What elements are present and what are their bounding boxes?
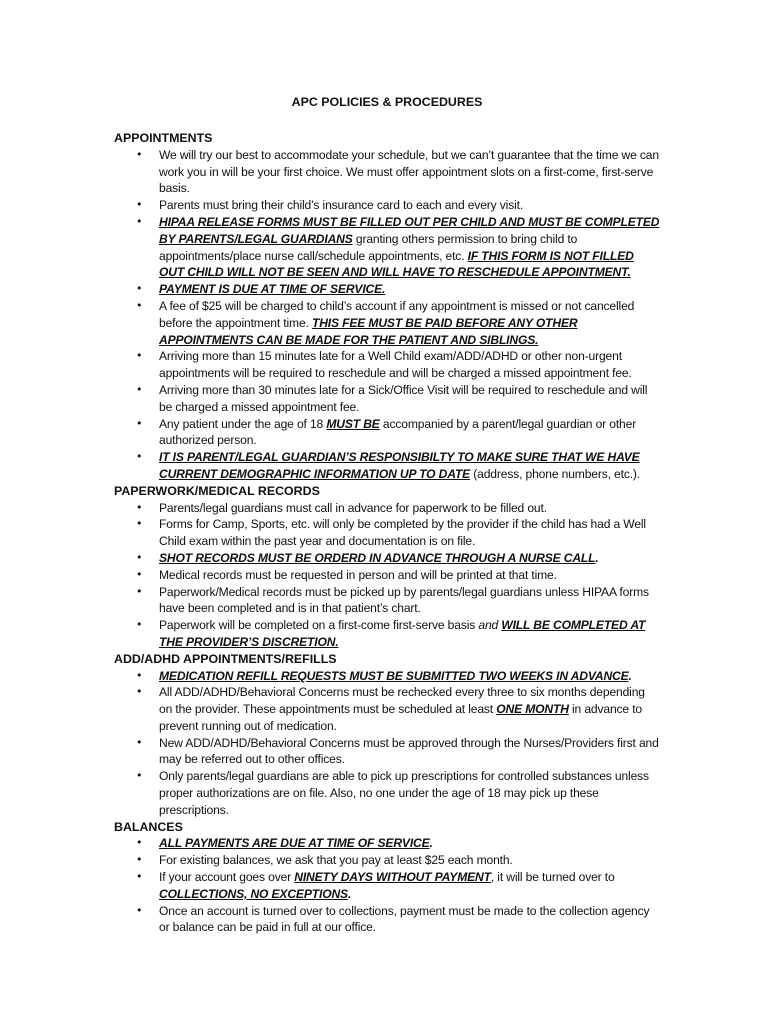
list-item bbox=[114, 668, 660, 685]
body-text: Any patient under the age of 18 bbox=[159, 416, 327, 431]
list-item bbox=[114, 903, 660, 937]
body-text: accompanied by a parent/legal guardian or other authorized person. bbox=[159, 416, 637, 448]
body-text: Parents must bring their child’s insurance card to each and every visit. bbox=[159, 198, 524, 213]
list-item bbox=[114, 550, 660, 567]
body-text: Arriving more than 30 minutes late for a Sick/Office Visit will be required to reschedule and will be charged a missed appointment fee. bbox=[159, 382, 648, 414]
body-text: . bbox=[347, 886, 352, 901]
list-item bbox=[114, 416, 660, 450]
section-appointments bbox=[114, 130, 660, 483]
emphasized-text: IT IS PARENT/LEGAL GUARDIAN’S RESPONSIBILTY TO MAKE SURE THAT WE HAVE CURRENT DEMOGRAPHIC INFORMATION UP TO DATE bbox=[159, 450, 640, 481]
bullet-list bbox=[114, 668, 660, 819]
list-item bbox=[114, 567, 660, 584]
emphasized-text: NINETY DAYS WITHOUT PAYMENT bbox=[294, 870, 491, 885]
section-balances bbox=[114, 819, 660, 937]
emphasized-text: WILL BE COMPLETED AT THE PROVIDER’S DISCRETION. bbox=[159, 618, 646, 649]
emphasized-text: ONE MONTH bbox=[496, 702, 569, 717]
list-item bbox=[114, 348, 660, 382]
emphasized-text: HIPAA RELEASE FORMS MUST BE FILLED OUT PER CHILD AND MUST BE COMPLETED BY PARENTS/LEGAL GUARDIANS bbox=[159, 214, 660, 246]
policy-sections bbox=[114, 130, 660, 936]
list-item bbox=[114, 516, 660, 550]
body-text: . bbox=[595, 550, 599, 565]
body-text: (address, phone numbers, etc.). bbox=[470, 466, 641, 481]
list-item bbox=[114, 735, 660, 769]
body-text: A fee of $25 will be charged to child’s account if any appointment is missed or not cancelled before the appointment time. bbox=[159, 298, 635, 330]
emphasized-text: IF THIS FORM IS NOT FILLED OUT CHILD WILL NOT BE SEEN AND WILL HAVE TO RESCHEDULE APPOINTMENT. bbox=[159, 248, 634, 280]
list-item bbox=[114, 584, 660, 618]
list-item bbox=[114, 298, 660, 348]
emphasized-text: PAYMENT IS DUE AT TIME OF SERVICE. bbox=[159, 282, 386, 297]
section-heading: ADD/ADHD APPOINTMENTS/REFILLS bbox=[114, 651, 337, 666]
body-text: All ADD/ADHD/Behavioral Concerns must be rechecked every three to six months depending on the provider. These appointments must be scheduled at least bbox=[159, 685, 645, 717]
emphasized-text: MEDICATION REFILL REQUESTS MUST BE SUBMITTED TWO WEEKS IN ADVANCE bbox=[159, 668, 629, 683]
section-heading: PAPERWORK/MEDICAL RECORDS bbox=[114, 483, 320, 498]
list-item bbox=[114, 869, 660, 903]
body-text: Arriving more than 15 minutes late for a Well Child exam/ADD/ADHD or other non-urgent appointments will be required to reschedule and will be charged a missed appointment fee. bbox=[159, 349, 632, 381]
body-text: If your account goes over bbox=[159, 870, 295, 885]
list-item bbox=[114, 500, 660, 517]
document-title: APC POLICIES & PROCEDURES bbox=[291, 95, 483, 109]
body-text: in advance to prevent running out of medication. bbox=[159, 702, 642, 733]
list-item bbox=[114, 684, 660, 734]
body-text: We will try our best to accommodate your schedule, but we can’t guarantee that the time we can work you in will be your first choice. We must offer appointment slots on a first-come, first-serve basis. bbox=[159, 147, 659, 196]
body-text: . bbox=[429, 836, 433, 851]
list-item bbox=[114, 147, 660, 197]
body-text: Paperwork will be completed on a first-come first-serve basis bbox=[159, 618, 479, 633]
emphasized-text: ALL PAYMENTS ARE DUE AT TIME OF SERVICE bbox=[159, 836, 430, 851]
list-item bbox=[114, 617, 660, 651]
body-text: Forms for Camp, Sports, etc. will only be completed by the provider if the child has had a Well Child exam within the past year and documentation is on file. bbox=[159, 517, 646, 549]
list-item bbox=[114, 768, 660, 818]
body-text: For existing balances, we ask that you pay at least $25 each month. bbox=[159, 853, 513, 868]
section-heading: APPOINTMENTS bbox=[114, 131, 213, 145]
list-item bbox=[114, 214, 660, 281]
list-item bbox=[114, 449, 660, 483]
list-item bbox=[114, 835, 660, 852]
body-text: granting others permission to bring child to appointments/place nurse call/schedule appointments, etc. bbox=[159, 231, 578, 263]
body-text: Only parents/legal guardians are able to pick up prescriptions for controlled substances unless proper authorizations are on file. Also, no one under the age of 18 may pick up these prescriptions. bbox=[159, 769, 649, 817]
list-item bbox=[114, 382, 660, 416]
bullet-list bbox=[114, 500, 660, 651]
list-item bbox=[114, 852, 660, 869]
bullet-list bbox=[114, 835, 660, 936]
list-item bbox=[114, 197, 660, 214]
emphasized-text: MUST BE bbox=[326, 416, 380, 431]
body-text: Paperwork/Medical records must be picked up by parents/legal guardians unless HIPAA forms have been completed and is in that patient’s chart. bbox=[159, 584, 649, 616]
body-text: , it will be turned over to bbox=[490, 870, 615, 885]
body-text: New ADD/ADHD/Behavioral Concerns must be approved through the Nurses/Providers first and may be referred out to other offices. bbox=[159, 735, 659, 767]
body-text: and bbox=[478, 618, 499, 633]
section-add-adhd-appointments-refills bbox=[114, 651, 660, 819]
emphasized-text: COLLECTIONS, NO EXCEPTIONS bbox=[159, 886, 348, 901]
emphasized-text: SHOT RECORDS MUST BE ORDERD IN ADVANCE THROUGH A NURSE CALL bbox=[159, 550, 596, 565]
body-text: Once an account is turned over to collections, payment must be made to the collection agency or balance can be paid in full at our office. bbox=[159, 903, 650, 935]
list-item bbox=[114, 281, 660, 298]
section-heading: BALANCES bbox=[114, 819, 183, 834]
bullet-list bbox=[114, 147, 660, 483]
emphasized-text: THIS FEE MUST BE PAID BEFORE ANY OTHER APPOINTMENTS CAN BE MADE FOR THE PATIENT AND SIBLINGS. bbox=[159, 315, 578, 347]
section-paperwork-medical-records bbox=[114, 483, 660, 651]
body-text: . bbox=[628, 668, 632, 683]
body-text: Medical records must be requested in person and will be printed at that time. bbox=[159, 567, 557, 582]
body-text: Parents/legal guardians must call in advance for paperwork to be filled out. bbox=[159, 500, 547, 515]
